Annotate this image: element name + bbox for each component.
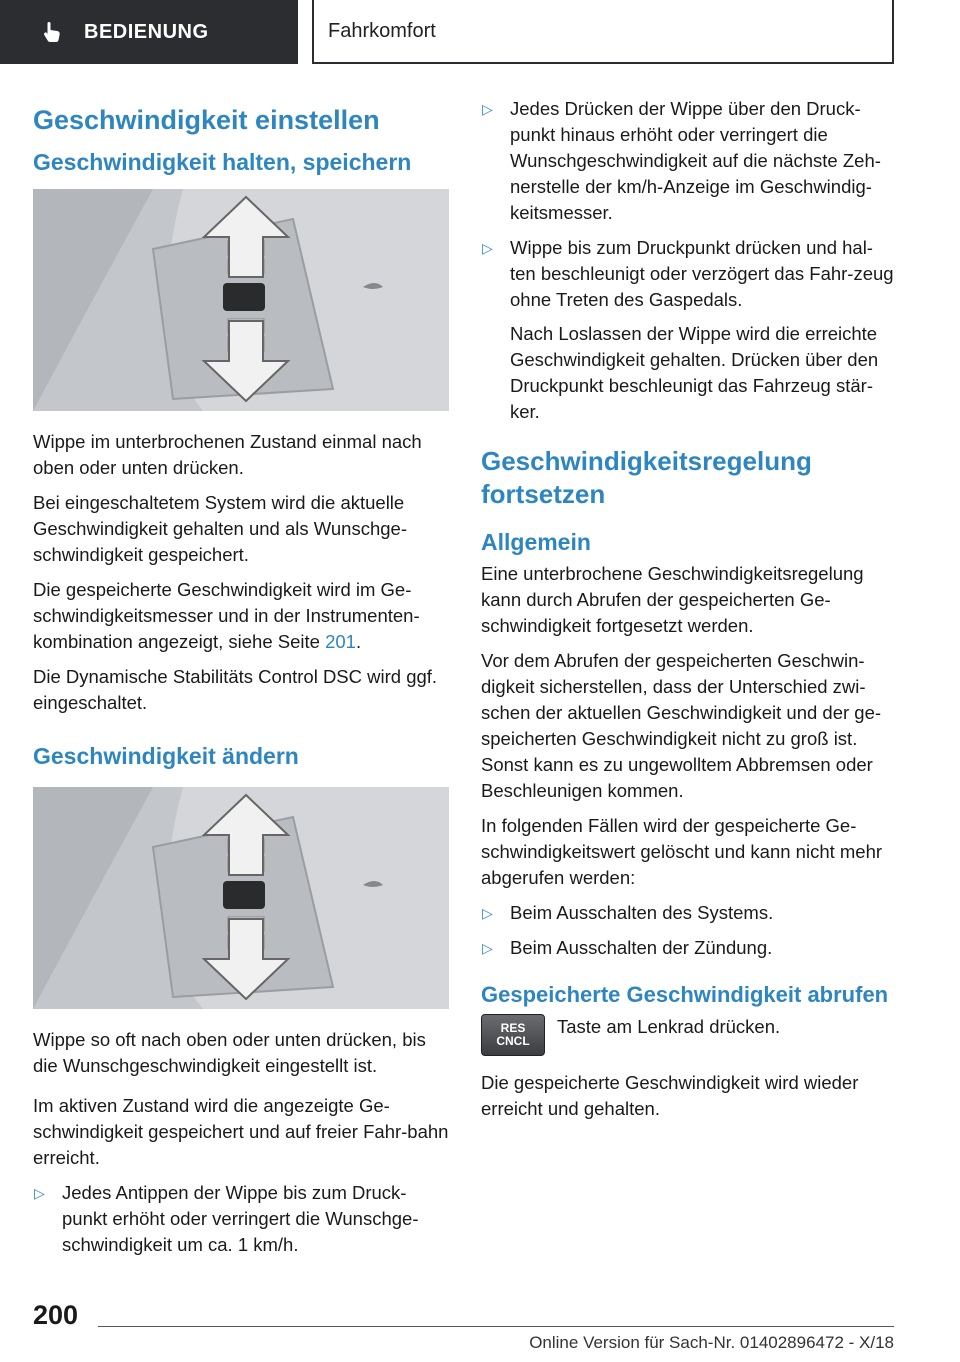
steering-wheel-rocker-image <box>33 189 449 411</box>
triangle-bullet-icon: ▷ <box>482 939 493 956</box>
right-column <box>481 96 897 1131</box>
section-header <box>312 0 894 64</box>
paragraph-press-once: Wippe im unterbrochenen Zustand einmal nach oben oder unten drücken. <box>33 431 422 479</box>
footer-divider <box>98 1326 894 1327</box>
heading-hold-save-speed: Geschwindigkeit halten, speichern <box>33 149 412 176</box>
page-link-201[interactable]: 201 <box>325 631 356 653</box>
paragraph-deleted-cases: In folgenden Fällen wird der gespeicherte Ge-schwindigkeitswert gelöscht und kann nicht mehr abgerufen werden: <box>481 814 883 888</box>
paragraph-dsc: Die Dynamische Stabilitäts Control DSC wird ggf. eingeschaltet. <box>33 666 438 714</box>
heading-general: Allgemein <box>481 529 591 555</box>
heading-recall-speed: Gespeicherte Geschwindigkeit abrufen <box>481 981 889 1007</box>
chapter-label: BEDIENUNG <box>84 20 209 43</box>
paragraph-active-state: Im aktiven Zustand wird die angezeigte Ge-schwindigkeit gespeichert und auf freier Fahr-bahn erreicht. <box>33 1094 449 1168</box>
section-label: Fahrkomfort <box>328 19 436 42</box>
list-item: ▷ Wippe bis zum Druckpunkt drücken und hal-ten beschleunigt oder verzögert das Fahr-zeug ohne Treten des Gaspedals. Nach Loslassen der Wippe wird die erreichte Geschwindigkeit gehalten. Drücken über den Druckpunkt beschleunigt das Fahrzeug stär-ker. <box>481 235 897 425</box>
page-number: 200 <box>33 1300 79 1330</box>
bullet-list-right-bottom <box>481 900 897 961</box>
list-item: ▷ Jedes Drücken der Wippe über den Druck-punkt hinaus erhöht oder verringert die Wunschgeschwindigkeit auf die nächste Zeh-nerstelle der km/h-Anzeige im Geschwindig-keitsmesser. <box>482 98 881 223</box>
hand-pointer-icon <box>40 20 64 44</box>
list-item: ▷ Beim Ausschalten des Systems. <box>481 900 897 926</box>
bullet-list-left <box>33 1180 449 1258</box>
footer-version-text: Online Version für Sach-Nr. 01402896472 - X/18 <box>529 1333 894 1352</box>
heading-change-speed: Geschwindigkeit ändern <box>33 743 299 770</box>
chapter-tab <box>0 0 298 64</box>
triangle-bullet-icon: ▷ <box>34 1184 45 1201</box>
paragraph-press-button: Taste am Lenkrad drücken. <box>557 1016 781 1038</box>
list-item: ▷ Jedes Antippen der Wippe bis zum Druck-punkt erhöht oder verringert die Wunschge-schwindigkeit um ca. 1 km/h. <box>34 1181 419 1255</box>
bullet-list-right-top <box>481 96 897 425</box>
list-item: ▷ Beim Ausschalten der Zündung. <box>481 935 897 961</box>
paragraph-saved-speed-shown: Die gespeicherte Geschwindigkeit wird im Ge-schwindigkeitsmesser und in der Instrumenten-kombination angezeigt, siehe Seite 201. <box>33 579 420 653</box>
res-cncl-row <box>481 1014 897 1056</box>
triangle-bullet-icon: ▷ <box>482 240 493 256</box>
paragraph-resume-info: Eine unterbrochene Geschwindigkeitsregelung kann durch Abrufen der gespeicherten Ge-schwindigkeit fortgesetzt werden. <box>481 562 864 636</box>
heading-resume-cruise: Geschwindigkeitsregelung fortsetzen <box>481 446 812 509</box>
res-cncl-button-icon: RES CNCL <box>481 1014 545 1056</box>
paragraph-speed-restored: Die gespeicherte Geschwindigkeit wird wieder erreicht und gehalten. <box>481 1072 859 1120</box>
paragraph-release-rocker: Nach Loslassen der Wippe wird die erreichte Geschwindigkeit gehalten. Drücken über den Druckpunkt beschleunigt das Fahrzeug stär-ker. <box>510 323 879 422</box>
paragraph-press-until: Wippe so oft nach oben oder unten drücken, bis die Wunschgeschwindigkeit eingestellt ist. <box>33 1028 426 1076</box>
paragraph-check-difference: Vor dem Abrufen der gespeicherten Geschwin-digkeit sicherstellen, dass der Unterschied zwi-schen der aktuellen Geschwindigkeit und der ge-speicherten Geschwindigkeit nicht zu groß ist. Sonst kann es zu ungewolltem Abbremsen oder Beschleunigen kommen. <box>481 649 882 801</box>
left-column <box>33 96 449 1267</box>
heading-set-speed: Geschwindigkeit einstellen <box>33 105 380 135</box>
paragraph-system-on: Bei eingeschaltetem System wird die aktuelle Geschwindigkeit gehalten und als Wunschge-schwindigkeit gespeichert. <box>33 492 407 566</box>
triangle-bullet-icon: ▷ <box>482 904 493 921</box>
triangle-bullet-icon: ▷ <box>482 101 493 117</box>
steering-wheel-rocker-image-2 <box>33 787 449 1009</box>
